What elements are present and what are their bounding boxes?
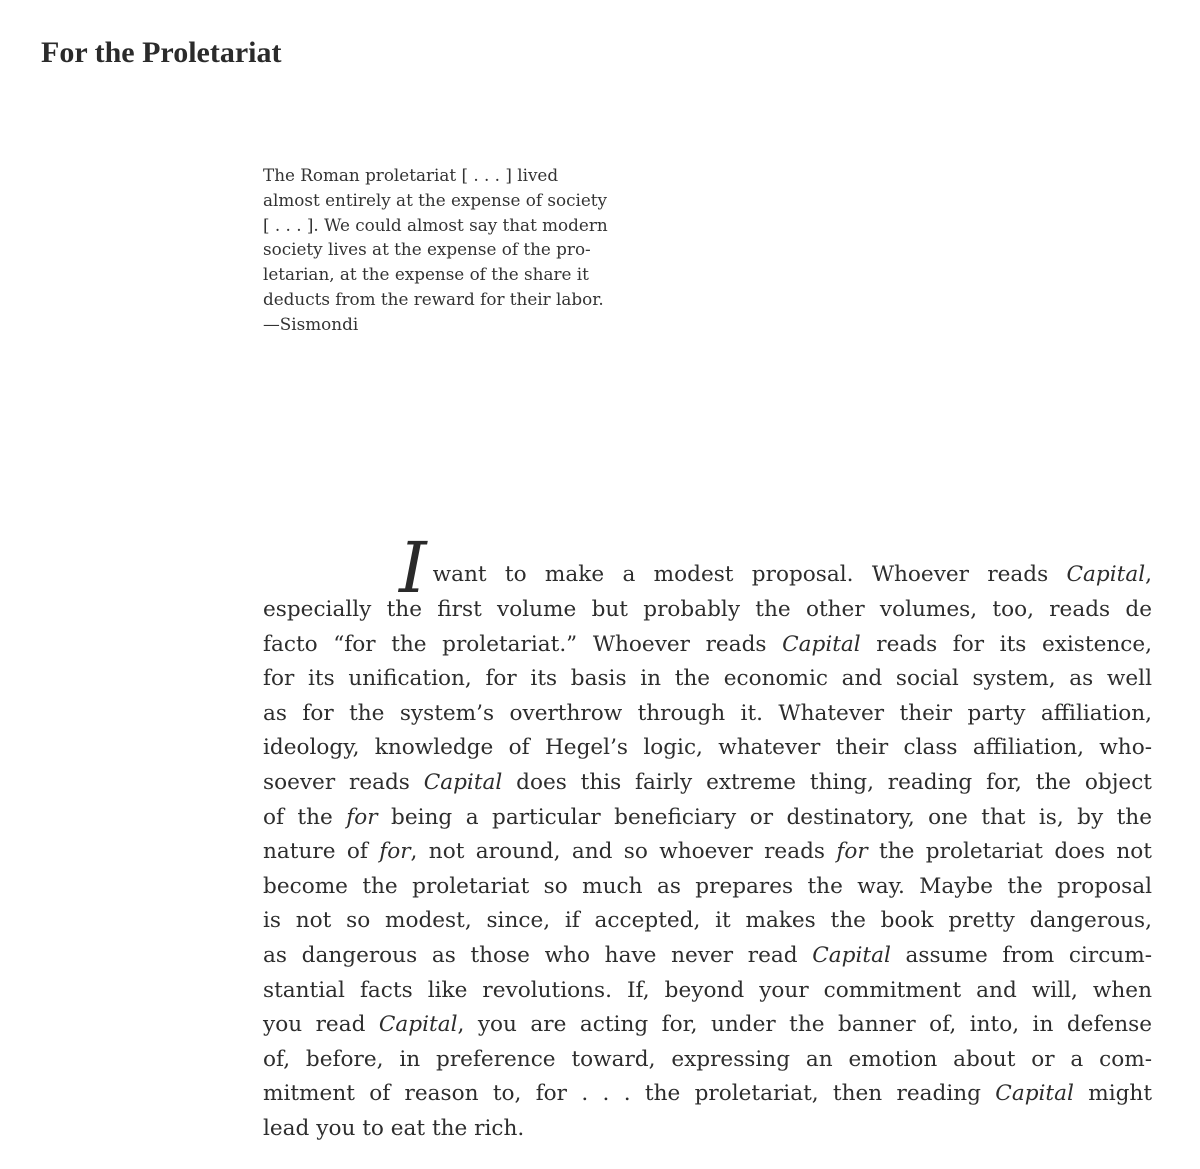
epigraph-attribution: —Sismondi [263, 313, 359, 334]
italic-title: Capital [1066, 562, 1146, 588]
text-run: of the [263, 804, 347, 830]
body-line: is not so modest, since, if accepted, it makes the book pretty dangerous, [263, 908, 1152, 934]
body-line-text [433, 558, 1152, 593]
epigraph-line: deducts from the reward for their labor. [263, 288, 604, 309]
body-line [263, 801, 1152, 836]
text-run: assume from circum- [890, 942, 1152, 968]
text-run: mitment of reason to, for . . . the proletariat, then reading [263, 1081, 996, 1107]
italic-title: Capital [782, 631, 861, 657]
body-line [263, 1077, 1152, 1112]
text-run: nature of [263, 839, 380, 865]
epigraph-line: [ . . . ]. We could almost say that modern [263, 214, 608, 235]
italic-word: for [346, 804, 378, 830]
text-run: soever reads [263, 769, 424, 795]
epigraph-line: The Roman proletariat [ . . . ] lived [263, 165, 559, 185]
italic-title: Capital [423, 769, 503, 795]
body-line: as for the system’s overthrow through it. Whatever their party affiliation, [263, 700, 1152, 726]
text-run: facto “for the proletariat.” Whoever reads [263, 631, 783, 657]
italic-title: Capital [812, 942, 891, 968]
text-run: as dangerous as those who have never read [263, 942, 813, 968]
drop-cap: I [399, 527, 427, 609]
text-run: want to make a modest proposal. Whoever reads [432, 562, 1067, 588]
italic-word: for [379, 839, 411, 865]
italic-title: Capital [995, 1081, 1074, 1107]
body-line: especially the first volume but probably the other volumes, too, reads de [263, 597, 1152, 622]
body-line [263, 939, 1152, 974]
body-line [263, 766, 1152, 801]
text-run: might [1073, 1081, 1153, 1107]
epigraph-line: society lives at the expense of the pro- [263, 239, 591, 260]
text-run: being a particular beneficiary or destinatory, one that is, by the [377, 804, 1152, 830]
body-paragraph [263, 527, 1153, 1147]
body-line: for its unification, for its basis in the economic and social system, as well [263, 666, 1152, 692]
epigraph [263, 163, 663, 337]
epigraph-line: letarian, at the expense of the share it [263, 264, 589, 285]
body-line [263, 835, 1152, 870]
epigraph-line: almost entirely at the expense of society [263, 189, 607, 210]
body-line: ideology, knowledge of Hegel’s logic, whatever their class affiliation, who- [263, 735, 1152, 761]
body-line: become the proletariat so much as prepares the way. Maybe the proposal [263, 873, 1152, 899]
text-run: reads for its existence, [860, 631, 1152, 657]
body-line: lead you to eat the rich. [263, 1115, 525, 1141]
italic-word: for [836, 839, 868, 865]
text-run: , [1145, 562, 1152, 588]
text-run: , not around, and so whoever reads [410, 839, 837, 865]
chapter-title: For the Proletariat [41, 36, 282, 69]
body-line [263, 1008, 1152, 1043]
body-line [263, 628, 1152, 663]
text-run: the proletariat does not [867, 839, 1152, 865]
italic-title: Capital [378, 1012, 458, 1038]
text-run: does this fairly extreme thing, reading for, the object [502, 769, 1152, 795]
text-run: , you are acting for, under the banner of, into, in defense [457, 1012, 1152, 1038]
body-line: of, before, in preference toward, expressing an emotion about or a com- [263, 1046, 1152, 1072]
body-line: stantial facts like revolutions. If, beyond your commitment and will, when [263, 977, 1152, 1003]
body-line [263, 527, 1152, 609]
text-run: you read [263, 1012, 379, 1038]
